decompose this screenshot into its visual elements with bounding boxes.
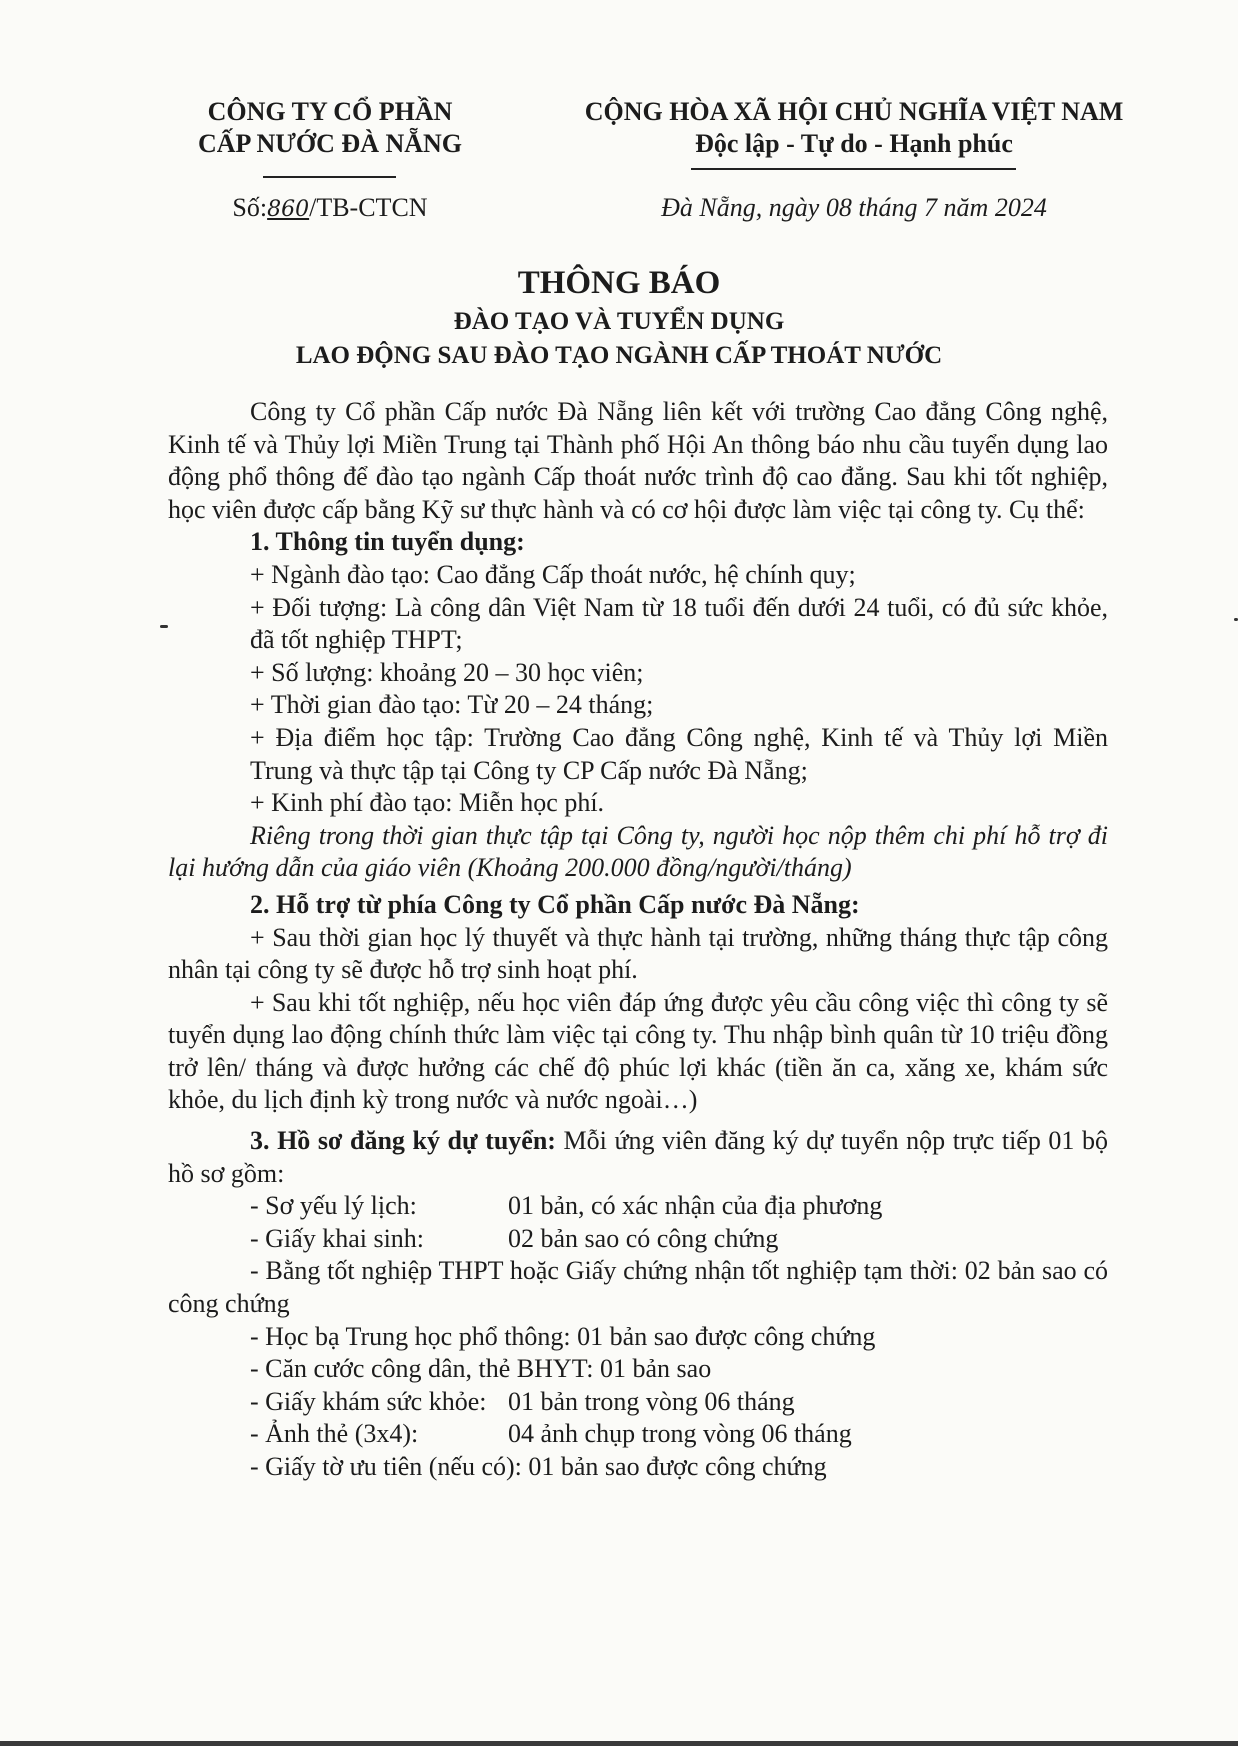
document-line: - Giấy tờ ưu tiên (nếu có): 01 bản sao được công chứng xyxy=(250,1452,827,1481)
document-value: 04 ảnh chụp trong vòng 06 tháng xyxy=(508,1419,852,1449)
org-underline xyxy=(263,176,396,178)
document-subtitle-2: LAO ĐỘNG SAU ĐÀO TẠO NGÀNH CẤP THOÁT NƯỚC xyxy=(295,342,943,369)
section1-heading: 1. Thông tin tuyển dụng: xyxy=(250,527,525,557)
section1-item: + Ngành đào tạo: Cao đẳng Cấp thoát nước, hệ chính quy; xyxy=(250,559,856,589)
section1-note: Riêng trong thời gian thực tập tại Công ty, người học nộp thêm chi phí hỗ trợ đi lại hướng dẫn của giáo viên (Khoảng 200.000 đồng/người/tháng) xyxy=(168,820,1108,883)
org-name-line1: CÔNG TY CỔ PHẦN xyxy=(207,97,453,126)
section1-item: + Thời gian đào tạo: Từ 20 – 24 tháng; xyxy=(250,690,654,720)
document-line: - Học bạ Trung học phổ thông: 01 bản sao được công chứng xyxy=(250,1321,876,1351)
scan-edge xyxy=(0,1741,1238,1746)
place-date: Đà Nẵng, ngày 08 tháng 7 năm 2024 xyxy=(661,193,1047,222)
nation-name: CỘNG HÒA XÃ HỘI CHỦ NGHĨA VIỆT NAM xyxy=(584,97,1124,126)
document-value: 01 bản trong vòng 06 tháng xyxy=(508,1386,795,1416)
scan-mark xyxy=(1234,618,1238,621)
document-row xyxy=(168,1386,1108,1419)
organization-header xyxy=(160,96,500,160)
document-number xyxy=(160,192,500,226)
section1-item: + Đối tượng: Là công dân Việt Nam từ 18 tuổi đến dưới 24 tuổi, có đủ sức khỏe, đã tốt nghiệp THPT; xyxy=(250,592,1108,655)
document-label: - Ảnh thẻ (3x4): xyxy=(250,1419,419,1449)
section1-item: + Kinh phí đào tạo: Miễn học phí. xyxy=(250,788,605,818)
section1-item: + Địa điểm học tập: Trường Cao đẳng Công nghệ, Kinh tế và Thủy lợi Miền Trung và thực tập tại Công ty CP Cấp nước Đà Nẵng; xyxy=(250,722,1108,785)
document-value: 01 bản, có xác nhận của địa phương xyxy=(508,1191,883,1221)
document-label: - Giấy khám sức khỏe: xyxy=(250,1386,487,1416)
motto-underline xyxy=(691,168,1016,170)
org-name-line2: CẤP NƯỚC ĐÀ NẴNG xyxy=(197,129,463,158)
intro-paragraph: Công ty Cổ phần Cấp nước Đà Nẵng liên kết với trường Cao đẳng Công nghệ, Kinh tế và Thủy lợi Miền Trung tại Thành phố Hội An thông báo nhu cầu tuyển dụng lao động phổ thông để đào tạo ngành Cấp thoát nước trình độ cao đẳng. Sau khi tốt nghiệp, học viên được cấp bằng Kỹ sư thực hành và có cơ hội được làm việc tại công ty. Cụ thể: xyxy=(168,397,1108,524)
doc-no-prefix: Số: xyxy=(232,193,268,222)
document-row xyxy=(168,1223,1108,1256)
section2-item: + Sau khi tốt nghiệp, nếu học viên đáp ứng được yêu cầu công việc thì công ty sẽ tuyển dụng lao động chính thức làm việc tại công ty. Thu nhập bình quân từ 10 triệu đồng trở lên/ tháng và được hưởng các chế độ phúc lợi khác (tiền ăn ca, xăng xe, khám sức khỏe, du lịch định kỳ trong nước và nước ngoài…) xyxy=(168,987,1108,1115)
document-subtitle-1: ĐÀO TẠO VÀ TUYỂN DỤNG xyxy=(453,308,785,335)
document-row xyxy=(168,1418,1108,1451)
document-line: - Căn cước công dân, thẻ BHYT: 01 bản sao xyxy=(250,1354,712,1384)
national-motto: Độc lập - Tự do - Hạnh phúc xyxy=(695,129,1013,158)
scan-mark xyxy=(160,625,168,628)
document-title: THÔNG BÁO xyxy=(517,265,721,301)
document-label: - Sơ yếu lý lịch: xyxy=(250,1191,417,1221)
section2-item: + Sau thời gian học lý thuyết và thực hành tại trường, những tháng thực tập công nhân tại công ty sẽ được hỗ trợ sinh hoạt phí. xyxy=(168,922,1108,985)
section3-paragraph xyxy=(168,1125,1108,1190)
doc-no-handwritten: 860 xyxy=(267,197,310,222)
document-value: 02 bản sao có công chứng xyxy=(508,1223,779,1253)
section3-heading: 3. Hồ sơ đăng ký dự tuyển: xyxy=(250,1126,556,1156)
doc-no-suffix: /TB-CTCN xyxy=(309,193,428,222)
section1-item: + Số lượng: khoảng 20 – 30 học viên; xyxy=(250,657,644,687)
document-row xyxy=(168,1190,1108,1223)
section2-heading: 2. Hỗ trợ từ phía Công ty Cổ phần Cấp nước Đà Nẵng: xyxy=(250,889,860,919)
document-body xyxy=(168,396,1108,1484)
document-line: - Bằng tốt nghiệp THPT hoặc Giấy chứng nhận tốt nghiệp tạm thời: 02 bản sao có công chứng xyxy=(168,1256,1108,1319)
section3-lead: Mỗi ứng viên đăng ký dự tuyển nộp trực tiếp 01 bộ hồ sơ gồm: xyxy=(168,1126,1108,1188)
document-label: - Giấy khai sinh: xyxy=(250,1223,425,1253)
national-header xyxy=(548,96,1160,160)
